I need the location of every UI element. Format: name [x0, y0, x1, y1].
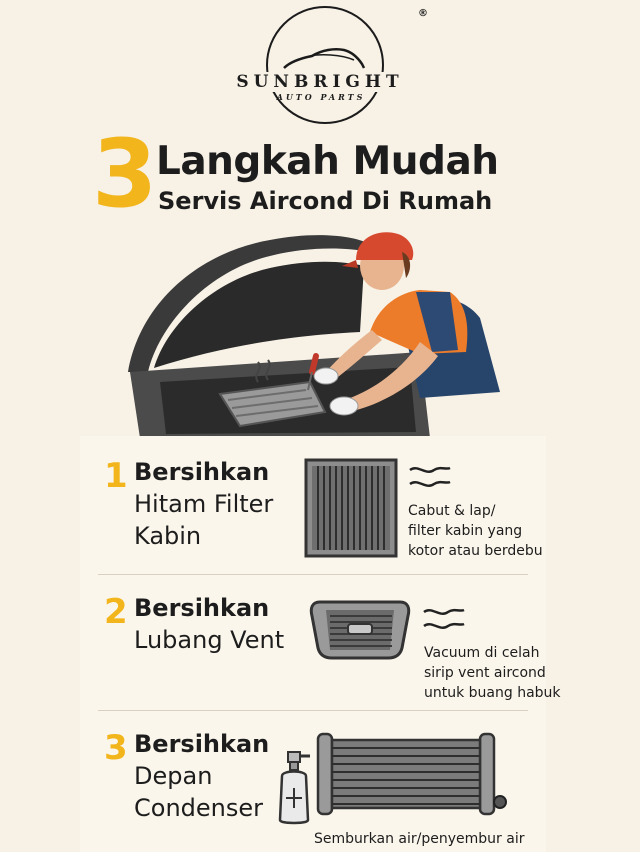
- step-1-line-2: Kabin: [134, 522, 202, 550]
- step-1-number: 1: [104, 456, 128, 496]
- divider: [98, 710, 528, 711]
- divider: [98, 574, 528, 575]
- step-1-note-2: filter kabin yang: [408, 523, 523, 539]
- step-2-note-1: Vacuum di celah: [424, 645, 540, 661]
- step-3-line-1: Depan: [134, 762, 213, 790]
- title-number: 3: [92, 120, 158, 229]
- brand-subtitle: AUTO PARTS: [276, 92, 366, 102]
- page-subtitle: Servis Aircond Di Rumah: [158, 187, 493, 215]
- airflow-icon: [408, 462, 452, 492]
- mechanic-illustration: [120, 222, 520, 438]
- airflow-icon: [422, 604, 466, 634]
- step-3-note-1: Semburkan air/penyembur air: [314, 831, 525, 847]
- spray-bottle-icon: [274, 748, 314, 826]
- step-1-note-3: kotor atau berdebu: [408, 543, 543, 559]
- step-3-heading: Bersihkan: [134, 730, 270, 758]
- step-2-note-3: untuk buang habuk: [424, 685, 561, 701]
- step-2-number: 2: [104, 592, 128, 632]
- registered-mark: ®: [418, 8, 428, 19]
- step-1-heading: Bersihkan: [134, 458, 270, 486]
- step-3-line-2: Condenser: [134, 794, 263, 822]
- page-title: Langkah Mudah: [156, 139, 499, 184]
- step-2-heading: Bersihkan: [134, 594, 270, 622]
- condenser-icon: [316, 730, 510, 818]
- brand-name: SUNBRIGHT: [214, 72, 426, 92]
- step-2-line-1: Lubang Vent: [134, 626, 285, 654]
- car-silhouette-icon: [280, 40, 366, 74]
- step-3-number: 3: [104, 728, 128, 768]
- cabin-filter-icon: [304, 458, 398, 558]
- step-1-line-1: Hitam Filter: [134, 490, 274, 518]
- air-vent-icon: [308, 598, 412, 662]
- step-1-note-1: Cabut & lap/: [408, 503, 496, 519]
- step-2-note-2: sirip vent aircond: [424, 665, 546, 681]
